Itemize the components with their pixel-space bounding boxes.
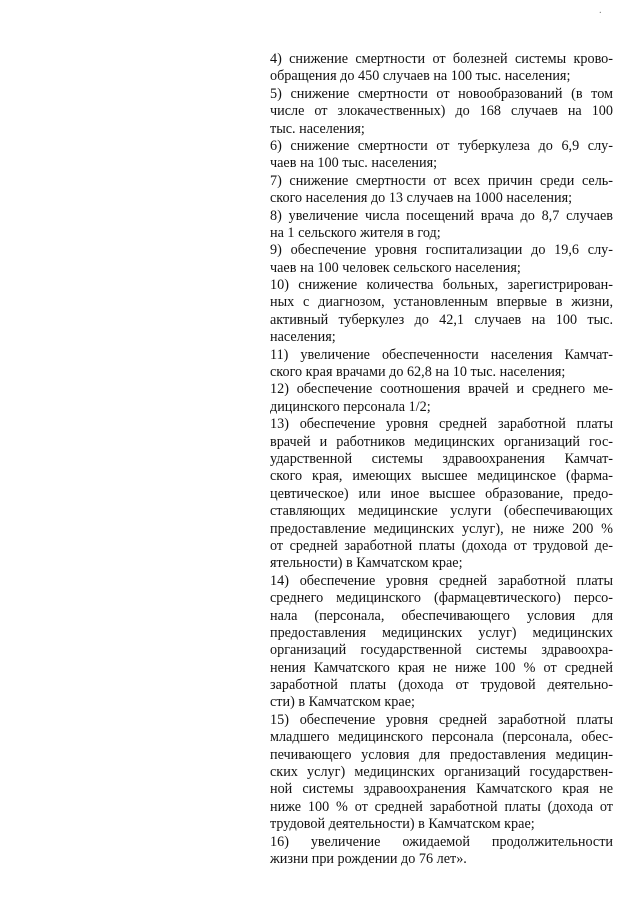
text-line: печивающего условия для предоставления медицин- [270,746,613,763]
list-item [270,51,613,86]
text-line: ских услуг) медицинских организаций государствен- [270,764,613,781]
text-line: организаций государственной системы здравоохра- [270,642,613,659]
list-item [270,242,613,277]
text-line: трудовой деятельности) в Камчатском крае; [270,816,535,833]
list-item [270,138,613,173]
text-line: дицинского персонала 1/2; [270,398,431,415]
text-line: 13) обеспечение уровня средней заработной платы [270,416,613,433]
corner-mark: · [598,8,602,19]
text-line: 5) снижение смертности от новообразований (в том [270,85,613,102]
text-line: среднего медицинского (фармацевтического) персо- [270,590,613,607]
text-line: 16) увеличение ожидаемой продолжительности [270,833,613,850]
text-line: 8) увеличение числа посещений врача до 8,7 случаев [270,207,613,224]
text-line: 9) обеспечение уровня госпитализации до 19,6 слу- [270,242,613,259]
text-line: 14) обеспечение уровня средней заработной платы [270,572,613,589]
text-line: нения Камчатского края не ниже 100 % от средней [270,659,613,676]
text-line: чаев на 100 тыс. населения; [270,155,438,172]
text-line: ниже 100 % от средней заработной платы (дохода от [270,798,613,815]
text-line: ского края, имеющих высшее медицинское (фарма- [270,468,613,485]
text-line: ставляющих медицинские услуги (обеспечивающих [270,503,613,520]
text-line: 10) снижение количества больных, зарегистрирован- [270,277,613,294]
text-line: активный туберкулез до 42,1 случаев на 100 тыс. [270,311,613,328]
text-line: обращения до 450 случаев на 100 тыс. населения; [270,68,571,85]
list-item [270,416,613,573]
text-line: врачей и работников медицинских организаций гос- [270,433,613,450]
list-item [270,86,613,138]
text-line: ударственной системы здравоохранения Камчат- [270,450,613,467]
text-line: ятельности) в Камчатском крае; [270,555,463,572]
text-line: 7) снижение смертности от всех причин среди сель- [270,172,613,189]
document-text-block [270,51,613,868]
text-line: жизни при рождении до 76 лет». [270,850,467,867]
text-line: числе от злокачественных) до 168 случаев на 100 [270,103,613,120]
text-line: 6) снижение смертности от туберкулеза до 6,9 слу- [270,137,613,154]
text-line: младшего медицинского персонала (персонала, обес- [270,729,613,746]
text-line: нала (персонала, обеспечивающего условия для [270,607,613,624]
text-line: 11) увеличение обеспеченности населения Камчат- [270,346,613,363]
text-line: населения; [270,329,336,346]
text-line: ных с диагнозом, установленным впервые в жизни, [270,294,613,311]
list-item [270,712,613,834]
list-item [270,381,613,416]
text-line: предоставление медицинских услуг), не ниже 200 % [270,520,613,537]
text-line: чаев на 100 человек сельского населения; [270,259,521,276]
list-item [270,208,613,243]
text-line: тыс. населения; [270,120,365,137]
text-line: 12) обеспечение соотношения врачей и среднего ме- [270,381,613,398]
list-item [270,347,613,382]
list-item [270,834,613,869]
text-line: 15) обеспечение уровня средней заработной платы [270,711,613,728]
text-line: заработной платы (дохода от трудовой деятельно- [270,677,613,694]
list-item [270,573,613,712]
list-item [270,173,613,208]
text-line: ского населения до 13 случаев на 1000 населения; [270,190,573,207]
list-item [270,277,613,347]
text-line: 4) снижение смертности от болезней системы крово- [270,51,613,67]
text-line: цевтическое) или иное высшее образование, предо- [270,485,613,502]
text-line: от средней заработной платы (дохода от трудовой де- [270,537,613,554]
text-line: предоставления медицинских услуг) медицинских [270,624,613,641]
text-line: ной системы здравоохранения Камчатского края не [270,781,613,798]
text-line: сти) в Камчатском крае; [270,694,415,711]
text-line: ского края врачами до 62,8 на 10 тыс. населения; [270,364,566,381]
text-line: на 1 сельского жителя в год; [270,224,441,241]
